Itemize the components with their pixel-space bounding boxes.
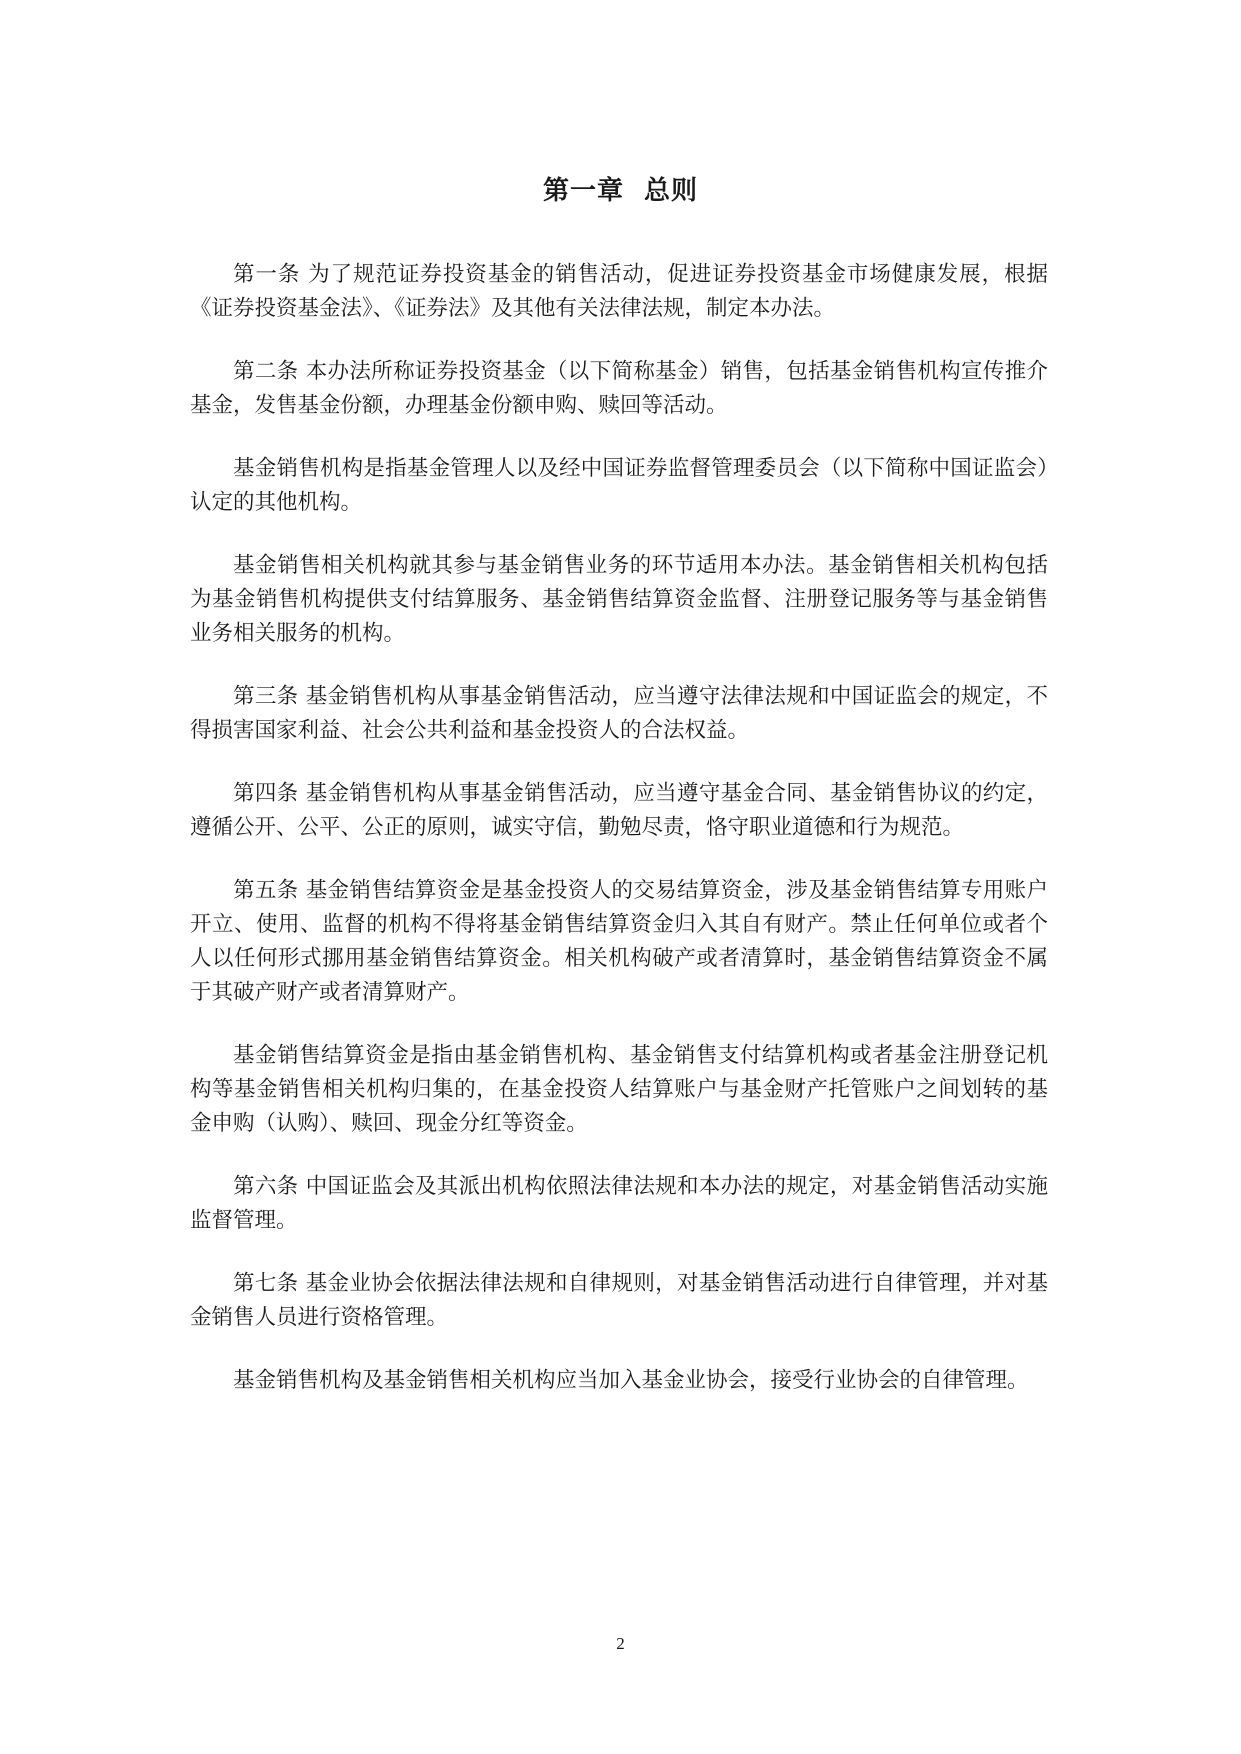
paragraph-article-1: 第一条 为了规范证券投资基金的销售活动，促进证券投资基金市场健康发展，根据《证券投资基金法》、《证券法》及其他有关法律法规，制定本办法。 [190,262,1048,321]
paragraph-article-2-related-institution: 基金销售相关机构就其参与基金销售业务的环节适用本办法。基金销售相关机构包括为基金销售机构提供支付结算服务、基金销售结算资金监督、注册登记服务等与基金销售业务相关服务的机构。 [190,553,1048,646]
paragraph-article-5: 第五条 基金销售结算资金是基金投资人的交易结算资金，涉及基金销售结算专用账户开立、使用、监督的机构不得将基金销售结算资金归入其自有财产。禁止任何单位或者个人以任何形式挪用基金销售结算资金。相关机构破产或者清算时，基金销售结算资金不属于其破产财产或者清算财产。 [190,878,1048,1005]
paragraph-article-7-association: 基金销售机构及基金销售相关机构应当加入基金业协会，接受行业协会的自律管理。 [233,1368,1029,1393]
body-text [190,258,1048,1427]
paragraph-article-6: 第六条 中国证监会及其派出机构依照法律法规和本办法的规定，对基金销售活动实施监督管理。 [190,1174,1048,1233]
paragraph-article-7: 第七条 基金业协会依据法律法规和自律规则，对基金销售活动进行自律管理，并对基金销售人员进行资格管理。 [190,1271,1048,1330]
chapter-title: 第一章 总则 [542,176,699,206]
paragraph-article-5-settlement-funds: 基金销售结算资金是指由基金销售机构、基金销售支付结算机构或者基金注册登记机构等基金销售相关机构归集的，在基金投资人结算账户与基金财产托管账户之间划转的基金申购（认购）、赎回、现金分红等资金。 [190,1043,1048,1136]
paragraph-article-2: 第二条 本办法所称证券投资基金（以下简称基金）销售，包括基金销售机构宣传推介基金，发售基金份额，办理基金份额申购、赎回等活动。 [190,359,1048,418]
page-number: 2 [616,1634,625,1653]
paragraph-article-4: 第四条 基金销售机构从事基金销售活动，应当遵守基金合同、基金销售协议的约定，遵循公开、公平、公正的原则，诚实守信，勤勉尽责，恪守职业道德和行为规范。 [190,781,1048,840]
paragraph-article-3: 第三条 基金销售机构从事基金销售活动，应当遵守法律法规和中国证监会的规定，不得损害国家利益、社会公共利益和基金投资人的合法权益。 [190,684,1048,743]
paragraph-article-2-sales-institution: 基金销售机构是指基金管理人以及经中国证券监督管理委员会（以下简称中国证监会）认定的其他机构。 [190,456,1048,515]
